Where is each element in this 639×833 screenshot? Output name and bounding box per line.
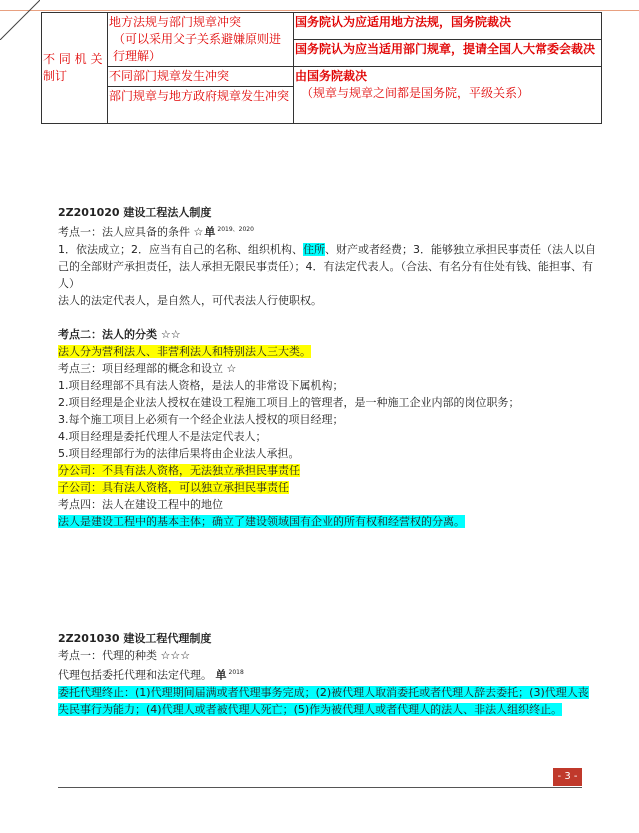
list-item: 4.项目经理是委托代理人不是法定代表人； (58, 429, 267, 443)
table-row-result: 国务院认为应当适用部门规章，提请全国人大常委会裁决 (294, 40, 602, 67)
page-number-badge: - 3 - (553, 768, 582, 786)
branch-note: 分公司：不具有法人资格，无法独立承担民事责任 (58, 463, 300, 477)
section-title: 2Z201020 建设工程法人制度 (58, 206, 212, 219)
kp1-note: 法人的法定代表人，是自然人，可代表法人行使职权。 (58, 293, 322, 307)
list-item: 1.项目经理部不具有法人资格，是法人的非常设下属机构； (58, 378, 344, 392)
footer-rule (58, 787, 582, 788)
section-agency (58, 630, 598, 718)
termination-note: 委托代理终止：(1)代理期间届满或者代理事务完成；(2)被代理人取消委托或者代理人辞去委托；(3)代理人丧失民事行为能力；(4)代理人或者被代理人死亡；(5)作为被代理人或者代理人的法人、非法人组织终止。 (58, 685, 589, 716)
section-legal-person (58, 204, 598, 530)
table-row-conflict: 部门规章与地方政府规章发生冲突 (108, 87, 294, 124)
kp4-heading: 考点四：法人在建设工程中的地位 (58, 497, 223, 511)
table-category-cell: 不 同 机 关制订 (42, 13, 108, 124)
kp2-heading: 考点二：法人的分类 ☆☆ (58, 327, 181, 341)
corner-diagonal-line (0, 0, 40, 40)
list-item: 2.项目经理是企业法人授权在建设工程施工项目上的管理者，是一种施工企业内部的岗位职务； (58, 395, 520, 409)
kp1-body: 1．依法成立；2．应当有自己的名称、组织机构、住所、财产或者经费；3．能够独立承担民事责任（法人以自己的全部财产承担责任，法人承担无限民事责任）；4．有法定代表人。（合法、有名分有住处有钱、能担事、有人） (58, 242, 596, 290)
kp2-body: 法人分为营利法人、非营利法人和特别法人三大类。 (58, 344, 311, 358)
kp1-body: 代理包括委托代理和法定代理。 单 $^{2018}$ (58, 668, 244, 682)
list-item: 3.每个施工项目上必须有一个经企业法人授权的项目经理； (58, 412, 344, 426)
table-row-result: 国务院认为应适用地方法规，国务院裁决 (294, 13, 602, 40)
section-title: 2Z201030 建设工程代理制度 (58, 632, 212, 645)
kp1-heading: 考点一：法人应具备的条件 ☆单 $^{2019、2020}$ (58, 225, 254, 239)
list-item: 5.项目经理部行为的法律后果将由企业法人承担。 (58, 446, 300, 460)
header-rule (0, 10, 639, 11)
table-row-result: 由国务院裁决 （规章与规章之间都是国务院，平级关系） (294, 67, 602, 124)
table-row-conflict: 不同部门规章发生冲突 (108, 67, 294, 87)
kp4-body: 法人是建设工程中的基本主体；确立了建设领域国有企业的所有权和经营权的分离。 (58, 514, 465, 528)
table-row-conflict: 地方法规与部门规章冲突 （可以采用父子关系避嫌原则进行理解） (108, 13, 294, 67)
subsidiary-note: 子公司：具有法人资格，可以独立承担民事责任 (58, 480, 289, 494)
kp1-heading: 考点一：代理的种类 ☆☆☆ (58, 649, 191, 662)
law-conflict-table (41, 12, 602, 124)
kp3-heading: 考点三：项目经理部的概念和设立 ☆ (58, 361, 237, 375)
